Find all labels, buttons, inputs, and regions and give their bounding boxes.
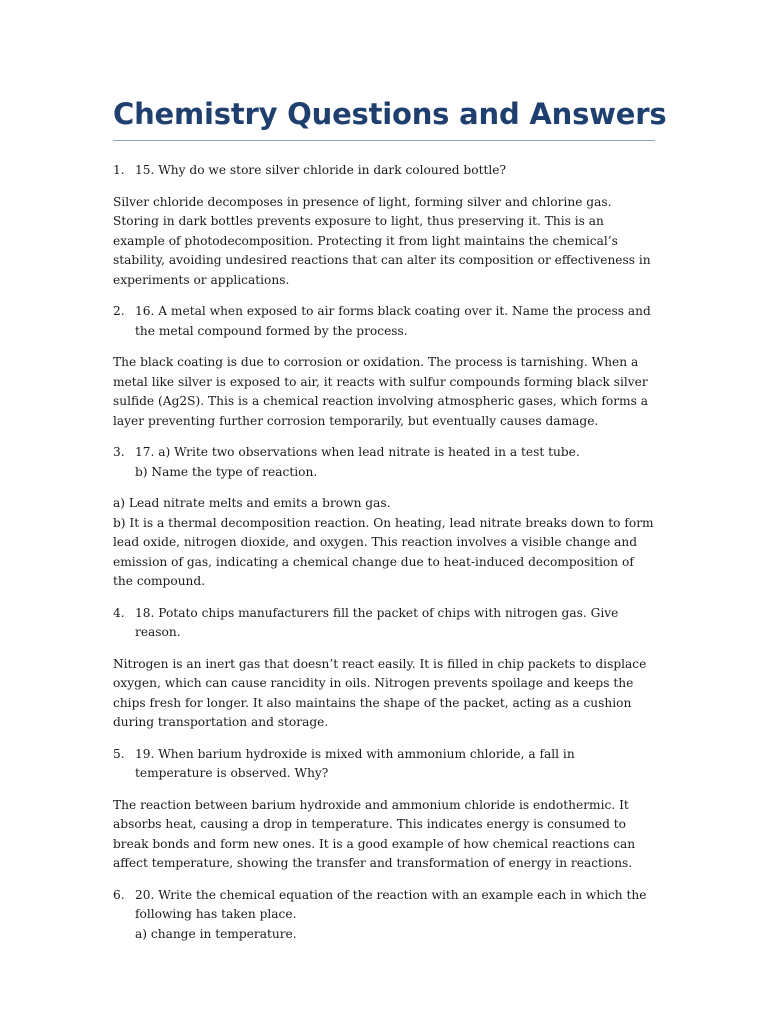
question-item-2 <box>113 302 655 341</box>
question-text <box>135 745 655 784</box>
question-number: 3. <box>113 445 125 459</box>
answer-line: The black coating is due to corrosion or oxidation. The process is tarnishing. When a metal like silver is exposed to air, it reacts with sulfur compounds forming black silver sulfide (Ag2S). This is a chemical reaction involving atmospheric gases, which forms a layer preventing further corrosion temporarily, but eventually causes damage. <box>113 355 649 428</box>
question-line: 20. Write the chemical equation of the reaction with an example each in which the following has taken place. <box>135 887 647 921</box>
question-item-6 <box>113 886 655 945</box>
answer-item-5 <box>113 796 655 874</box>
question-number: 5. <box>113 746 125 761</box>
question-text <box>135 302 655 341</box>
page-title: Chemistry Questions and Answers <box>113 94 655 141</box>
question-line: 15. Why do we store silver chloride in dark coloured bottle? <box>135 163 507 177</box>
question-item-5 <box>113 745 655 784</box>
answer-item-2 <box>113 353 655 431</box>
question-line: 16. A metal when exposed to air forms black coating over it. Name the process and the metal compound formed by the process. <box>135 304 651 338</box>
answer-item-1 <box>113 193 655 291</box>
question-text <box>135 886 655 945</box>
question-line: b) Name the type of reaction. <box>135 464 318 479</box>
question-text <box>135 443 655 482</box>
question-number: 2. <box>113 304 125 318</box>
question-line: 18. Potato chips manufacturers fill the packet of chips with nitrogen gas. Give reason. <box>135 605 619 639</box>
answer-line: b) It is a thermal decomposition reaction. On heating, lead nitrate breaks down to form lead oxide, nitrogen dioxide, and oxygen. This reaction involves a visible change and emission of gas, indicating a chemical change due to heat-induced decomposition of the compound. <box>113 515 654 588</box>
answer-item-4 <box>113 655 655 733</box>
answer-item-3 <box>113 494 655 592</box>
question-line: 17. a) Write two observations when lead nitrate is heated in a test tube. <box>135 445 580 459</box>
question-number: 1. <box>113 163 125 177</box>
question-item-1 <box>113 161 655 181</box>
answer-line: The reaction between barium hydroxide and ammonium chloride is endothermic. It absorbs heat, causing a drop in temperature. This indicates energy is consumed to break bonds and form new ones. It is a good example of how chemical reactions can affect temperature, showing the transfer and transformation of energy in reactions. <box>113 797 636 870</box>
question-text <box>135 161 655 181</box>
question-line: a) change in temperature. <box>135 926 297 941</box>
question-item-3 <box>113 443 655 482</box>
answer-line: Nitrogen is an inert gas that doesn’t react easily. It is filled in chip packets to displace oxygen, which can cause rancidity in oils. Nitrogen prevents spoilage and keeps the chips fresh for longer. It also maintains the shape of the packet, acting as a cushion during transportation and storage. <box>113 656 647 729</box>
question-number: 6. <box>113 887 125 902</box>
document-page <box>113 94 667 944</box>
question-text <box>135 604 655 643</box>
answer-line: Silver chloride decomposes in presence of light, forming silver and chlorine gas. Storing in dark bottles prevents exposure to light, thus preserving it. This is an example of photodecomposition. Protecting it from light maintains the chemical’s stability, avoiding undesired reactions that can alter its composition or effectiveness in experiments or applications. <box>113 194 651 287</box>
answer-line: a) Lead nitrate melts and emits a brown gas. <box>113 496 391 510</box>
question-number: 4. <box>113 605 125 620</box>
question-line: 19. When barium hydroxide is mixed with ammonium chloride, a fall in temperature is observed. Why? <box>135 746 575 780</box>
question-item-4 <box>113 604 655 643</box>
